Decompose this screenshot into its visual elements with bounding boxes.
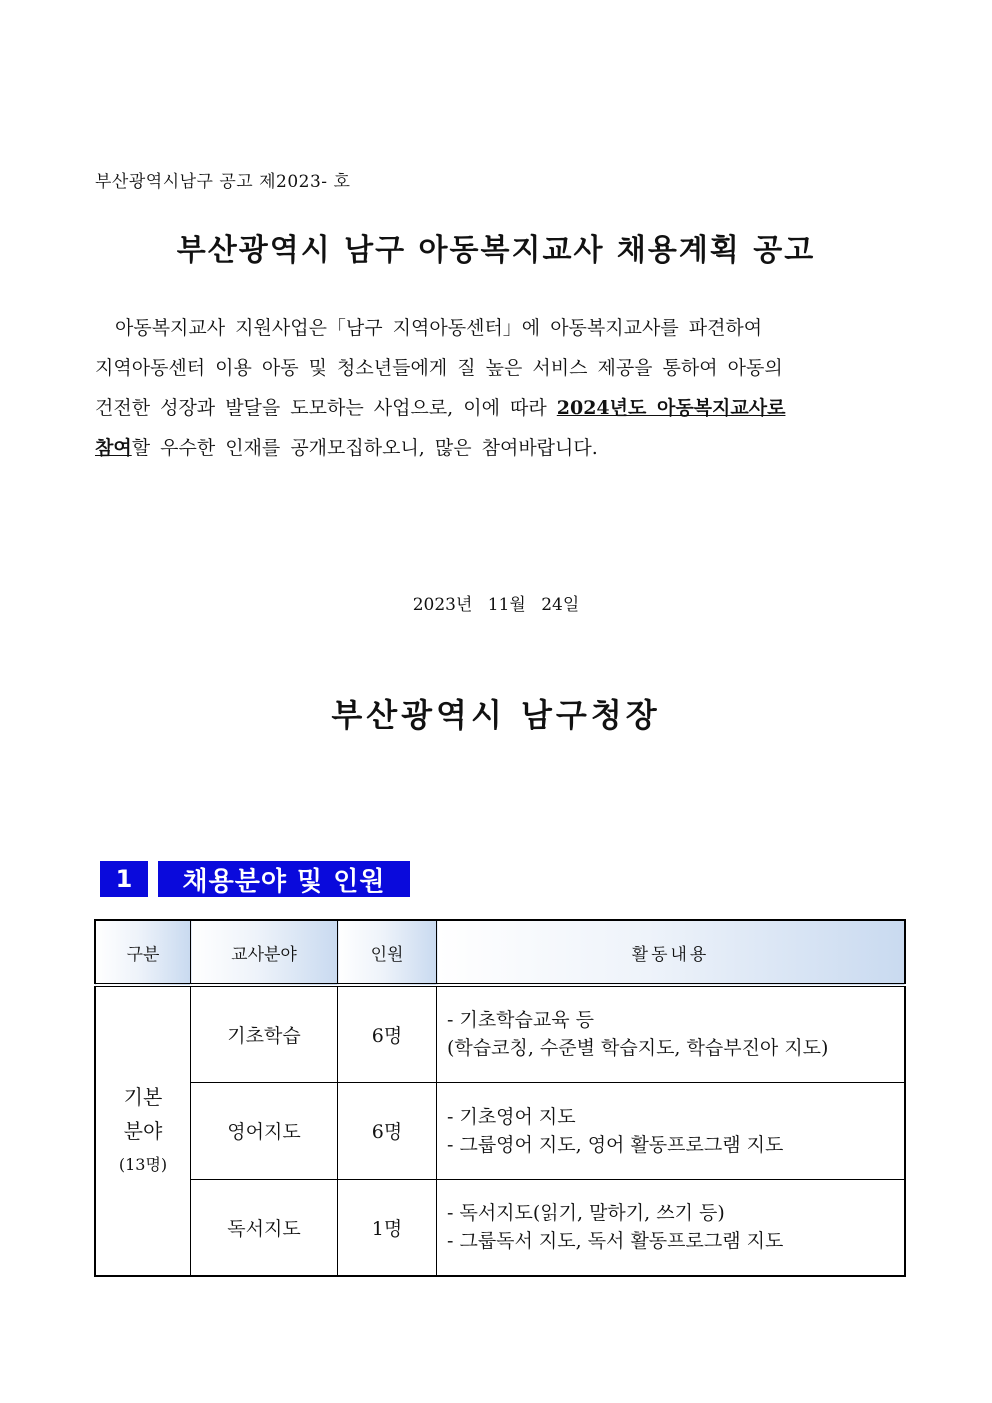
intro-line-3: [95, 388, 905, 428]
intro-line-1: 아동복지교사 지원사업은「남구 지역아동센터」에 아동복지교사를 파견하여: [115, 317, 763, 339]
activity-cell: [437, 1179, 906, 1276]
header-activity: 활동내용: [437, 920, 906, 985]
intro-highlight-participate: 참여: [95, 437, 132, 459]
page-title: 부산광역시 남구 아동복지교사 채용계획 공고: [176, 233, 816, 268]
count-cell: 6명: [338, 985, 437, 1082]
intro-line-3-text: 건전한 성장과 발달을 도모하는 사업으로, 이에 따라: [95, 397, 557, 419]
category-line-3: (13명): [118, 1155, 168, 1174]
intro-highlight-year: 2024년도 아동복지교사로: [556, 397, 786, 419]
notice-number: 부산광역시남구 공고 제2023- 호: [95, 172, 351, 192]
header-count: 인원: [338, 920, 437, 985]
category-cell: [95, 985, 191, 1276]
section-number: 1: [100, 861, 148, 897]
recruitment-table: [94, 919, 906, 1277]
table-row: [95, 1082, 905, 1179]
intro-line-4-text: 할 우수한 인재를 공개모집하오니, 많은 참여바랍니다.: [131, 437, 598, 459]
category-line-1: 기본: [123, 1085, 163, 1109]
section-title: 채용분야 및 인원: [158, 861, 410, 897]
field-cell: 기초학습: [191, 985, 338, 1082]
field-cell: 독서지도: [191, 1179, 338, 1276]
field-cell: 영어지도: [191, 1082, 338, 1179]
notice-date: 2023년 11월 24일: [412, 595, 580, 615]
section-heading: [100, 861, 410, 897]
issuer: 부산광역시 남구청장: [331, 696, 661, 734]
category-line-2: 분야: [123, 1119, 163, 1143]
activity-line: - 기초영어 지도: [447, 1105, 576, 1128]
table-row: [95, 1179, 905, 1276]
activity-cell: [437, 1082, 906, 1179]
activity-line: - 기초학습교육 등: [447, 1009, 594, 1032]
table-header-row: [95, 920, 905, 985]
activity-line: - 그룹영어 지도, 영어 활동프로그램 지도: [447, 1133, 784, 1156]
activity-line: - 그룹독서 지도, 독서 활동프로그램 지도: [447, 1230, 784, 1253]
activity-cell: [437, 985, 906, 1082]
activity-line: (학습코칭, 수준별 학습지도, 학습부진아 지도): [447, 1037, 829, 1060]
intro-line-4: [95, 428, 905, 468]
table-row: [95, 985, 905, 1082]
count-cell: 6명: [338, 1082, 437, 1179]
header-category: 구분: [95, 920, 191, 985]
activity-line: - 독서지도(읽기, 말하기, 쓰기 등): [447, 1202, 725, 1225]
intro-line-2: 지역아동센터 이용 아동 및 청소년들에게 질 높은 서비스 제공을 통하여 아동의: [95, 357, 783, 379]
header-field: 교사분야: [191, 920, 338, 985]
count-cell: 1명: [338, 1179, 437, 1276]
intro-paragraph: [95, 308, 905, 468]
